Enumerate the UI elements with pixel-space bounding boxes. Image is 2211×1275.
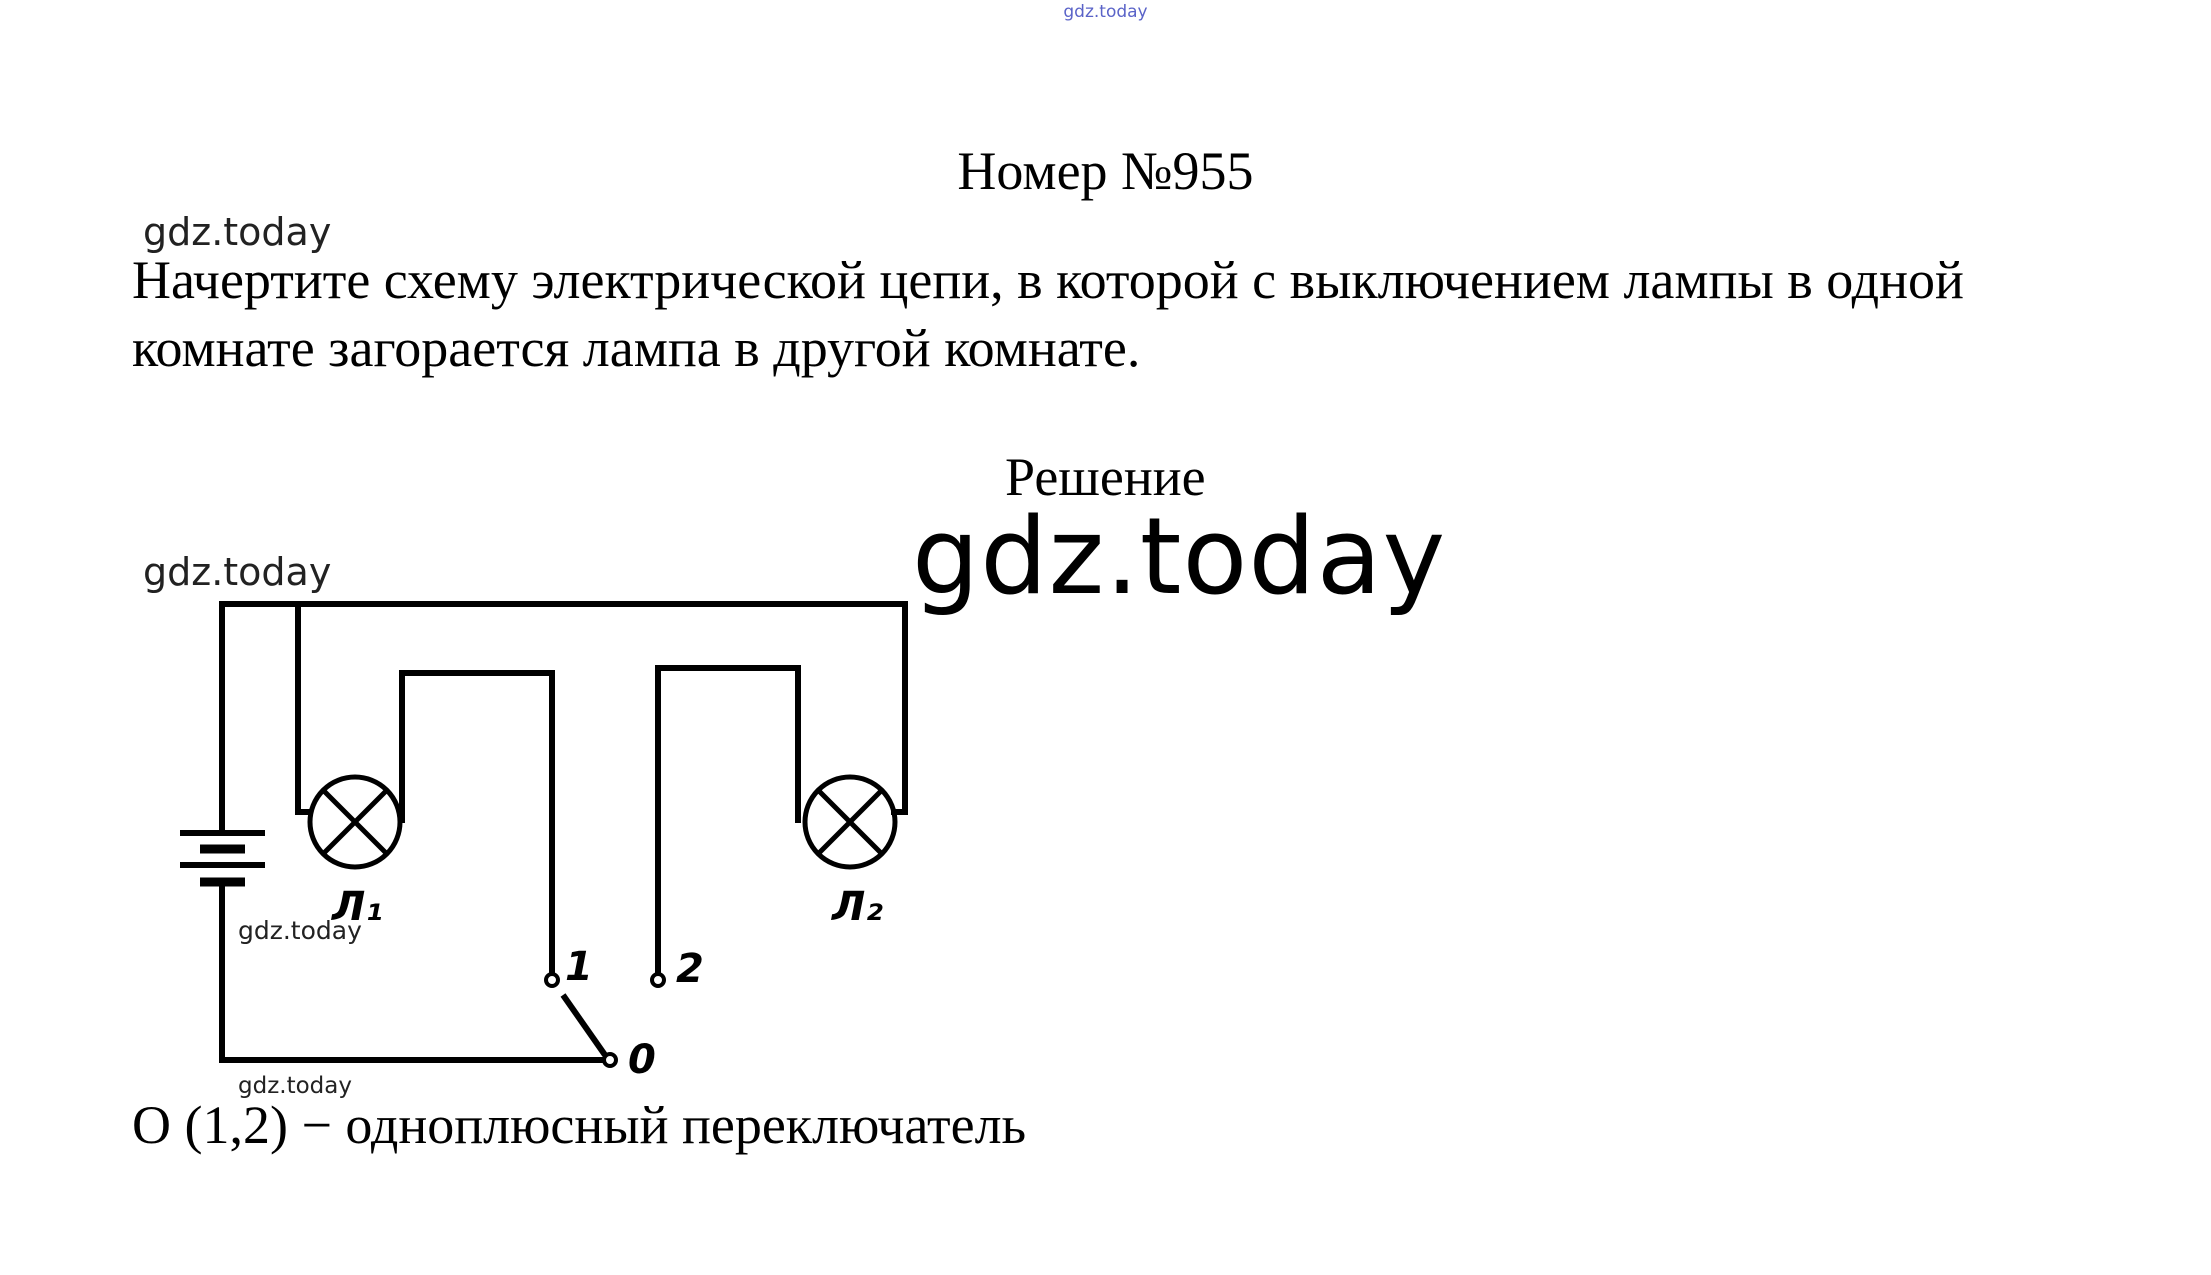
lamp2-label: Л₂ (832, 884, 883, 930)
watermark: gdz.today (143, 210, 332, 254)
solution-heading: Решение (1005, 447, 1206, 507)
problem-text: Начертите схему электрической цепи, в которой с выключением лампы в одной комнате загорается лампа в другой комнате. (132, 250, 1964, 378)
wire-lamp2-left (658, 668, 798, 977)
contact2-label: 2 (676, 946, 704, 992)
wire-lamp1-left (298, 604, 310, 812)
watermark: gdz.today (143, 550, 332, 594)
battery-icon (180, 833, 265, 882)
caption: O (1,2) − одноплюсный переключатель (132, 1095, 1027, 1155)
watermark: gdz.today (238, 1073, 352, 1099)
lamp1-label: Л₁ (332, 884, 383, 930)
watermark: gdz.today (238, 916, 362, 945)
wire-lamp1-right (402, 673, 552, 977)
wire-top (222, 604, 905, 812)
pivot-label: 0 (628, 1037, 656, 1083)
lamp1-icon (310, 777, 400, 867)
watermark-top: gdz.today (1063, 2, 1148, 22)
page-title: Номер №955 (957, 141, 1254, 201)
switch-lever (563, 995, 605, 1055)
watermark-large: gdz.today (912, 495, 1447, 618)
lamp2-icon (805, 777, 895, 867)
contact1-label: 1 (565, 944, 593, 990)
